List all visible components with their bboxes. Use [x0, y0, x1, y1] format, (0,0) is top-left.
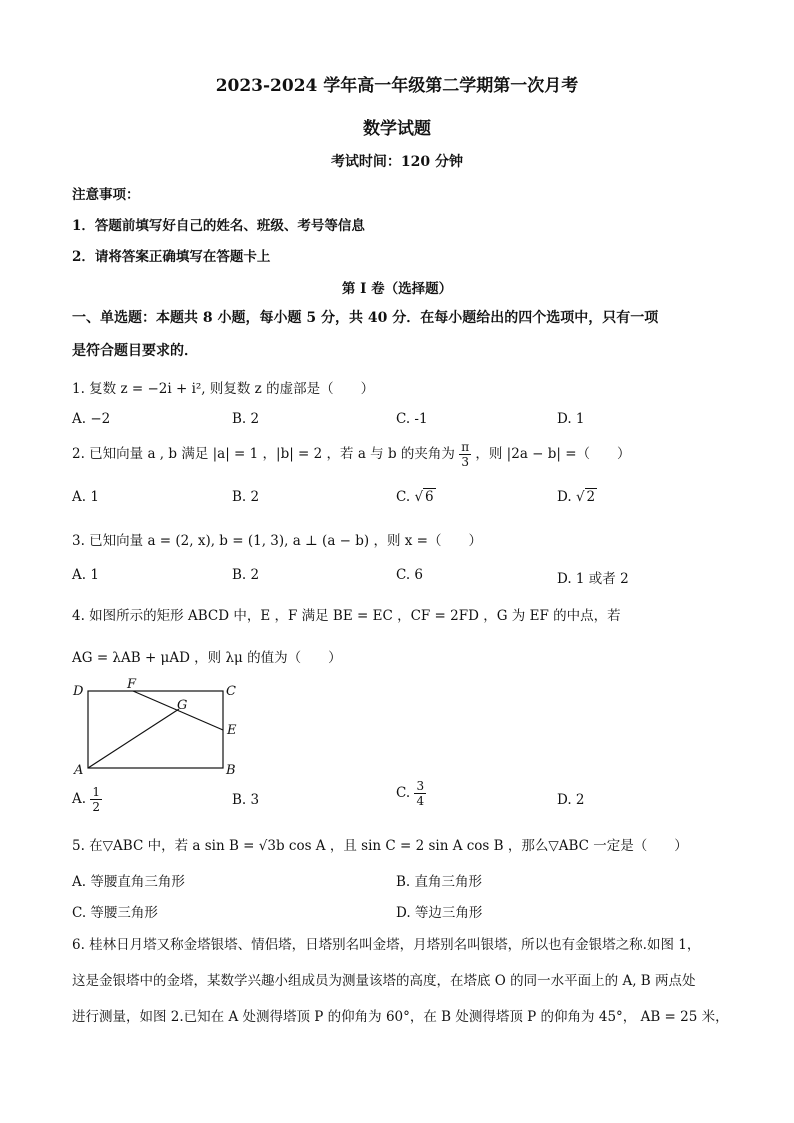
option-b: B. 3	[232, 792, 260, 808]
angle-fraction	[459, 441, 471, 468]
option-a: A. 1	[72, 567, 99, 583]
question-stem: 这是金银塔中的金塔，某数学兴趣小组成员为测量该塔的高度，在塔底 O 的同一水平面上的 A, B 两点处	[72, 973, 696, 989]
question-stem: 4. 如图所示的矩形 ABCD 中，E ，F 满足 BE = EC ，CF = 2FD ，G 为 EF 的中点，若	[72, 608, 621, 624]
label-b: B	[226, 763, 236, 778]
option-a-fraction	[90, 786, 102, 813]
option-c-radicand: 6	[425, 489, 434, 505]
exam-duration: 考试时间：120 分钟	[330, 154, 464, 170]
angle-denominator: 3	[461, 455, 469, 469]
option-c	[396, 780, 426, 807]
option-d: D. 等边三角形	[396, 905, 483, 921]
option-a: A. 1	[72, 489, 99, 505]
option-d-radicand: 2	[586, 489, 596, 505]
exam-title: 2023-2024 学年高一年级第二学期第一次月考	[215, 76, 579, 96]
label-c: C	[226, 684, 236, 699]
label-d: D	[73, 684, 84, 699]
note-item: 1．答题前填写好自己的姓名、班级、考号等信息	[72, 218, 365, 234]
option-a: A. 等腰直角三角形	[72, 874, 185, 890]
part-title: 第 I 卷（选择题）	[341, 281, 453, 297]
question-stem-text: 2. 已知向量 a , b 满足 |a| = 1 ，|b| = 2 ，若 a 与 b 的夹角为	[72, 446, 455, 462]
option-b: B. 直角三角形	[396, 874, 483, 890]
option-d: D. 2	[557, 792, 585, 808]
label-a: A	[74, 763, 84, 778]
option-d-label: D.	[557, 489, 576, 505]
question-stem	[72, 441, 631, 468]
option-c: C. √ 6	[396, 489, 434, 505]
note-item: 2．请将答案正确填写在答题卡上	[72, 249, 271, 265]
rectangle-abcd	[88, 691, 223, 768]
option-d: D. 1	[557, 411, 585, 427]
option-a-label: A.	[72, 791, 91, 807]
section-instruction: 一、单选题：本题共 8 小题，每小题 5 分，共 40 分．在每小题给出的四个选项中，只有一项	[72, 310, 659, 326]
question-stem: 6. 桂林日月塔又称金塔银塔、情侣塔，日塔别名叫金塔，月塔别名叫银塔，所以也有金银塔之称.如图 1，	[72, 937, 701, 953]
question-stem-end: ，则 |2a − b| =（ ）	[475, 446, 631, 462]
option-c-fraction	[414, 780, 426, 807]
option-a-denominator: 2	[92, 800, 100, 814]
option-c: C. -1	[396, 411, 428, 427]
angle-numerator: π	[461, 440, 470, 454]
label-f: F	[127, 677, 137, 692]
segment-ag	[88, 709, 179, 768]
rectangle-figure	[64, 676, 254, 782]
option-a-numerator: 1	[92, 785, 100, 799]
option-b: B. 2	[232, 411, 260, 427]
option-a: A. −2	[72, 411, 111, 427]
option-c-numerator: 3	[416, 779, 425, 793]
option-b: B. 2	[232, 489, 260, 505]
option-c-label: C.	[396, 785, 415, 801]
label-e: E	[227, 723, 237, 738]
option-a	[72, 786, 102, 813]
label-g: G	[177, 698, 188, 713]
question-stem: 5. 在▽ABC 中，若 a sin B = √3b cos A ，且 sin C = 2 sin A cos B ，那么▽ABC 一定是（ ）	[72, 838, 688, 854]
subject-title: 数学试题	[363, 119, 431, 139]
question-stem: 1. 复数 z = −2i + i², 则复数 z 的虚部是（ ）	[72, 381, 375, 397]
option-d: D. 1 或者 2	[557, 571, 629, 587]
notes-heading: 注意事项：	[72, 187, 140, 203]
question-stem: 进行测量，如图 2.已知在 A 处测得塔顶 P 的仰角为 60°，在 B 处测得塔顶 P 的仰角为 45°， AB = 25 米，	[72, 1009, 729, 1025]
option-b: B. 2	[232, 567, 260, 583]
option-d: D. √ 2	[557, 489, 596, 505]
question-stem: AG = λAB + μAD ，则 λμ 的值为（ ）	[72, 650, 342, 666]
option-c: C. 等腰三角形	[72, 905, 158, 921]
section-instruction: 是符合题目要求的．	[72, 343, 198, 359]
question-stem: 3. 已知向量 a = (2, x), b = (1, 3), a ⊥ (a − b) ，则 x =（ ）	[72, 533, 482, 549]
option-c: C. 6	[396, 567, 424, 583]
option-c-label: C.	[396, 489, 415, 505]
option-c-denominator: 4	[416, 794, 425, 808]
